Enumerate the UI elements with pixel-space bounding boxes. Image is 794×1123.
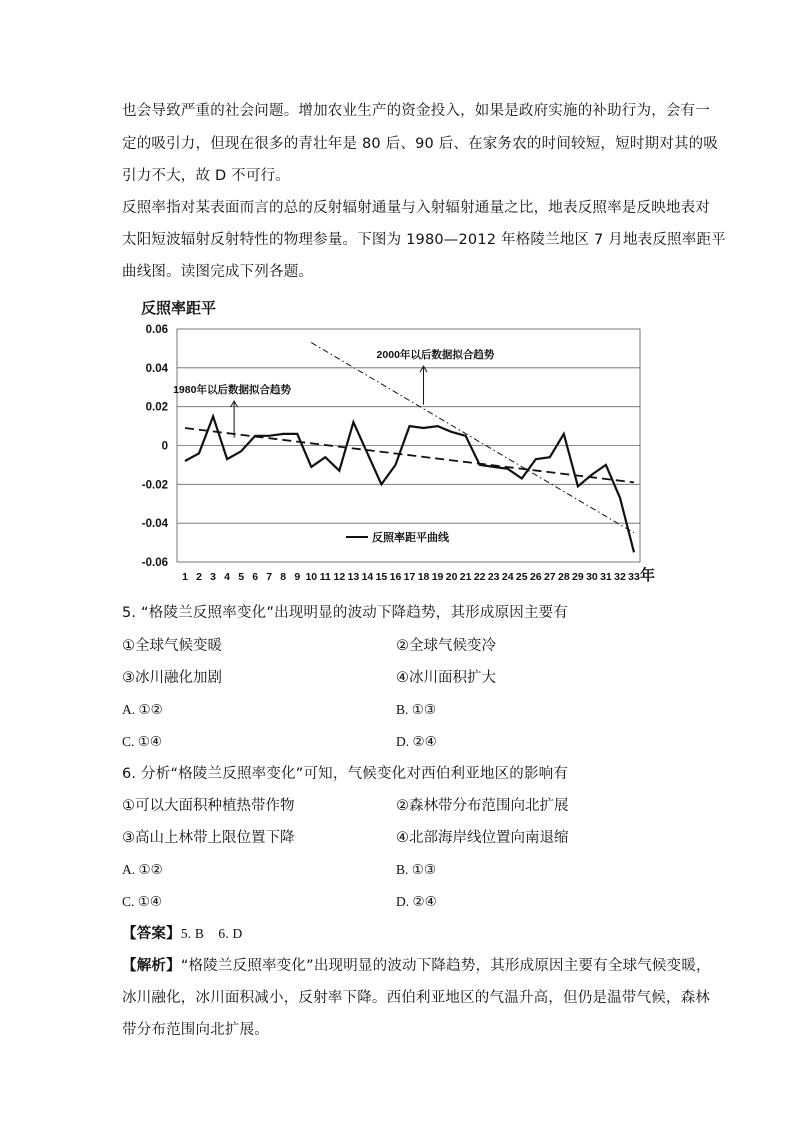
intro-line-6: 曲线图。读图完成下列各题。 bbox=[122, 264, 314, 280]
x-tick-label: 11 bbox=[319, 571, 331, 583]
q5-choice-b: B. ①③ bbox=[396, 702, 436, 717]
x-tick-label: 5 bbox=[238, 571, 245, 583]
x-tick-label: 14 bbox=[361, 571, 374, 583]
x-tick-label: 12 bbox=[333, 571, 346, 583]
answer-line bbox=[122, 924, 242, 944]
legend-label: 反照率距平曲线 bbox=[372, 532, 449, 544]
q5-choice-a: A. ①② bbox=[122, 702, 163, 717]
q5-statement-3: ③冰川融化加剧 bbox=[122, 670, 222, 686]
x-tick-label: 32 bbox=[614, 571, 626, 583]
x-tick-labels bbox=[182, 571, 640, 583]
q6-choice-b: B. ①③ bbox=[396, 862, 436, 877]
y-tick-label: 0.02 bbox=[145, 401, 168, 414]
x-tick-label: 8 bbox=[280, 571, 287, 583]
x-tick-label: 25 bbox=[515, 571, 528, 583]
q5-statement-4: ④冰川面积扩大 bbox=[396, 670, 496, 686]
y-tick-label: 0 bbox=[161, 440, 168, 453]
q5-choice-c: C. ①④ bbox=[122, 734, 162, 749]
answer-label: 【答案】 bbox=[122, 926, 181, 942]
q6-choice-d: D. ②④ bbox=[396, 894, 437, 909]
q6-statement-1: ①可以大面积种植热带作物 bbox=[122, 798, 295, 814]
analysis-line-3: 带分布范围向北扩展。 bbox=[122, 1022, 269, 1038]
x-tick-label: 16 bbox=[389, 571, 402, 583]
x-tick-label: 29 bbox=[572, 571, 584, 583]
legend bbox=[346, 530, 450, 544]
x-tick-label: 13 bbox=[347, 571, 360, 583]
y-tick-labels bbox=[142, 324, 169, 569]
y-tick-label: 0.04 bbox=[145, 362, 168, 375]
x-tick-label: 31 bbox=[600, 571, 612, 583]
analysis-text-1: “格陵兰反照率变化”出现明显的波动下降趋势，其形成原因主要有全球气候变暖， bbox=[180, 958, 711, 974]
answer-text: 5. B 6. D bbox=[180, 926, 243, 941]
x-tick-label: 1 bbox=[182, 571, 188, 583]
x-tick-label: 26 bbox=[529, 571, 542, 583]
analysis-label: 【解析】 bbox=[122, 958, 181, 974]
analysis-line-1 bbox=[122, 956, 711, 976]
y-tick-label: -0.06 bbox=[141, 557, 168, 569]
annotation-label: 1980年以后数据拟合趋势 bbox=[173, 384, 291, 397]
y-tick-label: 0.06 bbox=[145, 324, 168, 336]
x-tick-label: 3 bbox=[210, 571, 216, 583]
x-tick-label: 22 bbox=[473, 571, 486, 583]
x-tick-label: 19 bbox=[431, 571, 444, 583]
q6-statement-3: ③高山上林带上限位置下降 bbox=[122, 830, 295, 846]
q5-statement-2: ②全球气候变冷 bbox=[396, 638, 496, 654]
x-tick-label: 4 bbox=[224, 571, 231, 583]
x-tick-label: 20 bbox=[445, 571, 458, 583]
x-tick-label: 6 bbox=[252, 571, 259, 583]
annotation-label: 2000年以后数据拟合趋势 bbox=[376, 349, 495, 362]
x-tick-label: 21 bbox=[459, 571, 472, 583]
x-tick-label: 2 bbox=[196, 571, 202, 583]
q5-choice-d: D. ②④ bbox=[396, 734, 437, 749]
q6-statement-4: ④北部海岸线位置向南退缩 bbox=[396, 830, 569, 846]
intro-line-2: 定的吸引力，但现在很多的青壮年是 80 后、90 后、在家务农的时间较短，短时期对其的吸 bbox=[122, 136, 719, 152]
chart-title: 反照率距平 bbox=[141, 300, 217, 317]
x-axis-label: 年 bbox=[640, 567, 656, 584]
q6-choice-a: A. ①② bbox=[122, 862, 163, 877]
q6-statement-2: ②森林带分布范围向北扩展 bbox=[396, 798, 569, 814]
x-tick-label: 18 bbox=[417, 571, 430, 583]
x-tick-label: 7 bbox=[266, 571, 273, 583]
intro-line-5: 太阳短波辐射反射特性的物理参量。下图为 1980—2012 年格陵兰地区 7 月地表反照率距平 bbox=[122, 232, 726, 248]
intro-line-1: 也会导致严重的社会问题。增加农业生产的资金投入，如果是政府实施的补助行为，会有一 bbox=[122, 103, 710, 119]
x-tick-label: 28 bbox=[558, 571, 570, 583]
x-tick-label: 9 bbox=[294, 571, 301, 583]
x-tick-label: 27 bbox=[543, 571, 556, 583]
q5-stem: 5. “格陵兰反照率变化”出现明显的波动下降趋势，其形成原因主要有 bbox=[122, 605, 569, 621]
intro-line-4: 反照率指对某表面而言的总的反射辐射通量与入射辐射通量之比，地表反照率是反映地表对 bbox=[122, 200, 710, 216]
x-tick-label: 15 bbox=[375, 571, 388, 583]
y-tick-label: -0.02 bbox=[141, 479, 168, 492]
analysis-line-2: 冰川融化，冰川面积减小，反射率下降。西伯利亚地区的气温升高，但仍是温带气候，森林 bbox=[122, 990, 710, 1006]
x-tick-label: 33 bbox=[628, 571, 640, 583]
x-tick-label: 23 bbox=[487, 571, 500, 583]
q6-stem: 6. 分析“格陵兰反照率变化”可知，气候变化对西伯利亚地区的影响有 bbox=[122, 766, 569, 782]
x-tick-label: 24 bbox=[501, 571, 514, 583]
q5-statement-1: ①全球气候变暖 bbox=[122, 638, 222, 654]
q6-choice-c: C. ①④ bbox=[122, 894, 162, 909]
albedo-anomaly-chart bbox=[130, 292, 670, 592]
y-tick-label: -0.04 bbox=[141, 518, 168, 531]
trend-line bbox=[185, 428, 634, 482]
intro-line-3: 引力不大，故 D 不可行。 bbox=[122, 168, 290, 184]
x-tick-label: 30 bbox=[586, 571, 598, 583]
x-tick-label: 17 bbox=[403, 571, 416, 583]
x-tick-label: 10 bbox=[305, 571, 318, 583]
annotations bbox=[173, 348, 495, 438]
